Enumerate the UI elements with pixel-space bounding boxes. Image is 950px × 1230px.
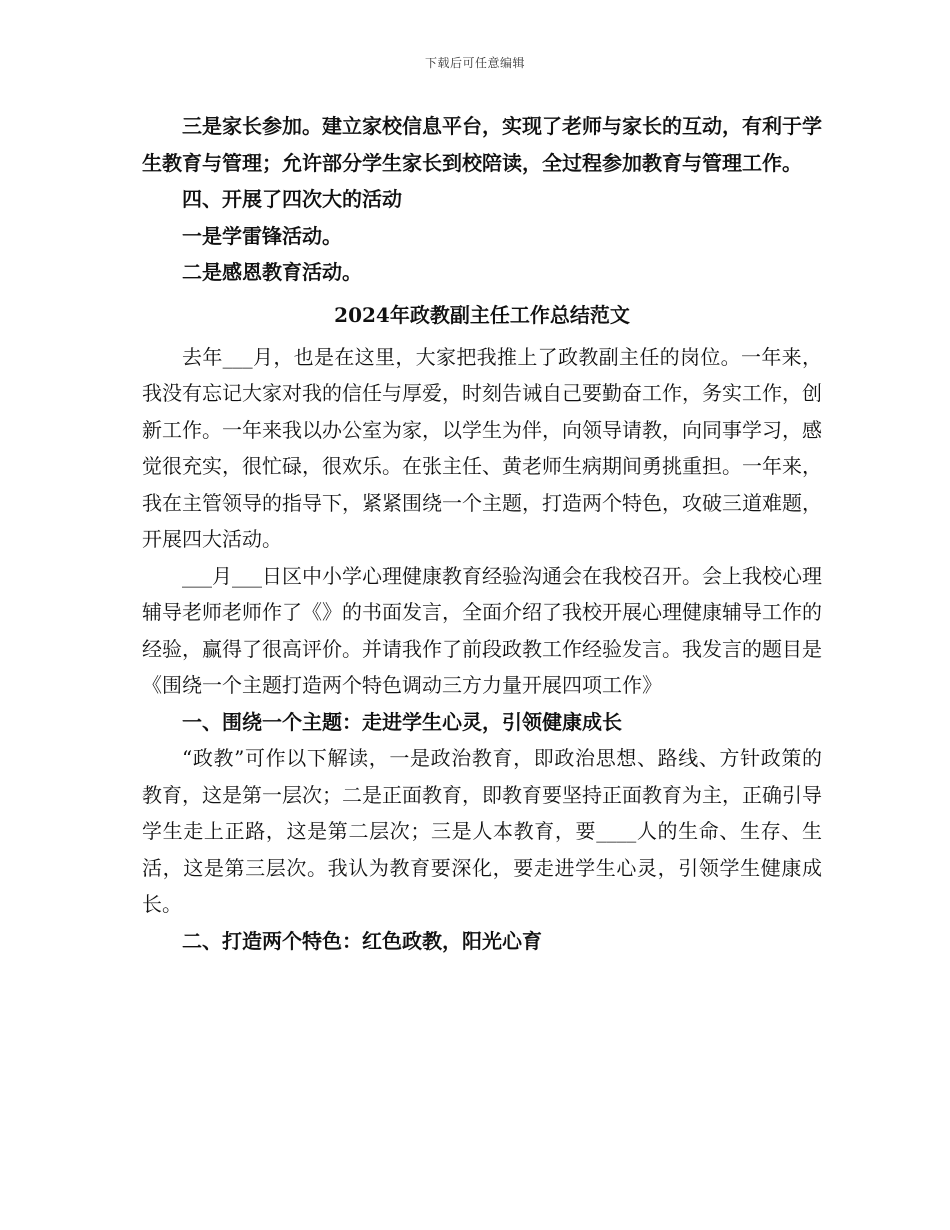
document-body [142,108,822,959]
heading-one-theme: 一、围绕一个主题：走进学生心灵，引领健康成长 [182,709,622,734]
item-lei-feng-activity: 一是学雷锋活动。 [182,223,342,248]
paragraph-parent-participation: 三是家长参加。建立家校信息平台，实现了老师与家长的互动，有利于学生教育与管理；允许部分学生家长到校陪读，全过程参加教育与管理工作。 [142,114,822,175]
document-title: 2024年政教副主任工作总结范文 [334,302,630,327]
header-note: 下载后可任意编辑 [424,56,525,70]
paragraph-political-education: “政教”可作以下解读，一是政治教育，即政治思想、路线、方针政策的教育，这是第一层次；二是正面教育，即教育要坚持正面教育为主，正确引导学生走上正路，这是第二层次；三是人本教育，要____人的生命、生存、生活，这是第三层次。我认为教育要深化，要走进学生心灵，引领学生健康成长。 [142,746,822,916]
paragraph-intro: 去年___月，也是在这里，大家把我推上了政教副主任的岗位。一年来，我没有忘记大家对我的信任与厚爱，时刻告诫自己要勤奋工作，务实工作，创新工作。一年来我以办公室为家，以学生为伴，向领导请教，向同事学习，感觉很充实，很忙碌，很欢乐。在张主任、黄老师生病期间勇挑重担。一年来，我在主管领导的指导下，紧紧围绕一个主题，打造两个特色，攻破三道难题，开展四大活动。 [142,344,822,551]
item-gratitude-education: 二是感恩教育活动。 [182,260,362,284]
heading-two-features: 二、打造两个特色：红色政教，阳光心育 [182,928,542,953]
paragraph-exchange-meeting: ___月___日区中小学心理健康教育经验沟通会在我校召开。会上我校心理辅导老师老师作了《》的书面发言，全面介绍了我校开展心理健康辅导工作的经验，赢得了很高评价。并请我作了前段政教工作经验发言。我发言的题目是《围绕一个主题打造两个特色调动三方力量开展四项工作》 [142,563,822,697]
heading-four-activities: 四、开展了四次大的活动 [182,187,402,211]
